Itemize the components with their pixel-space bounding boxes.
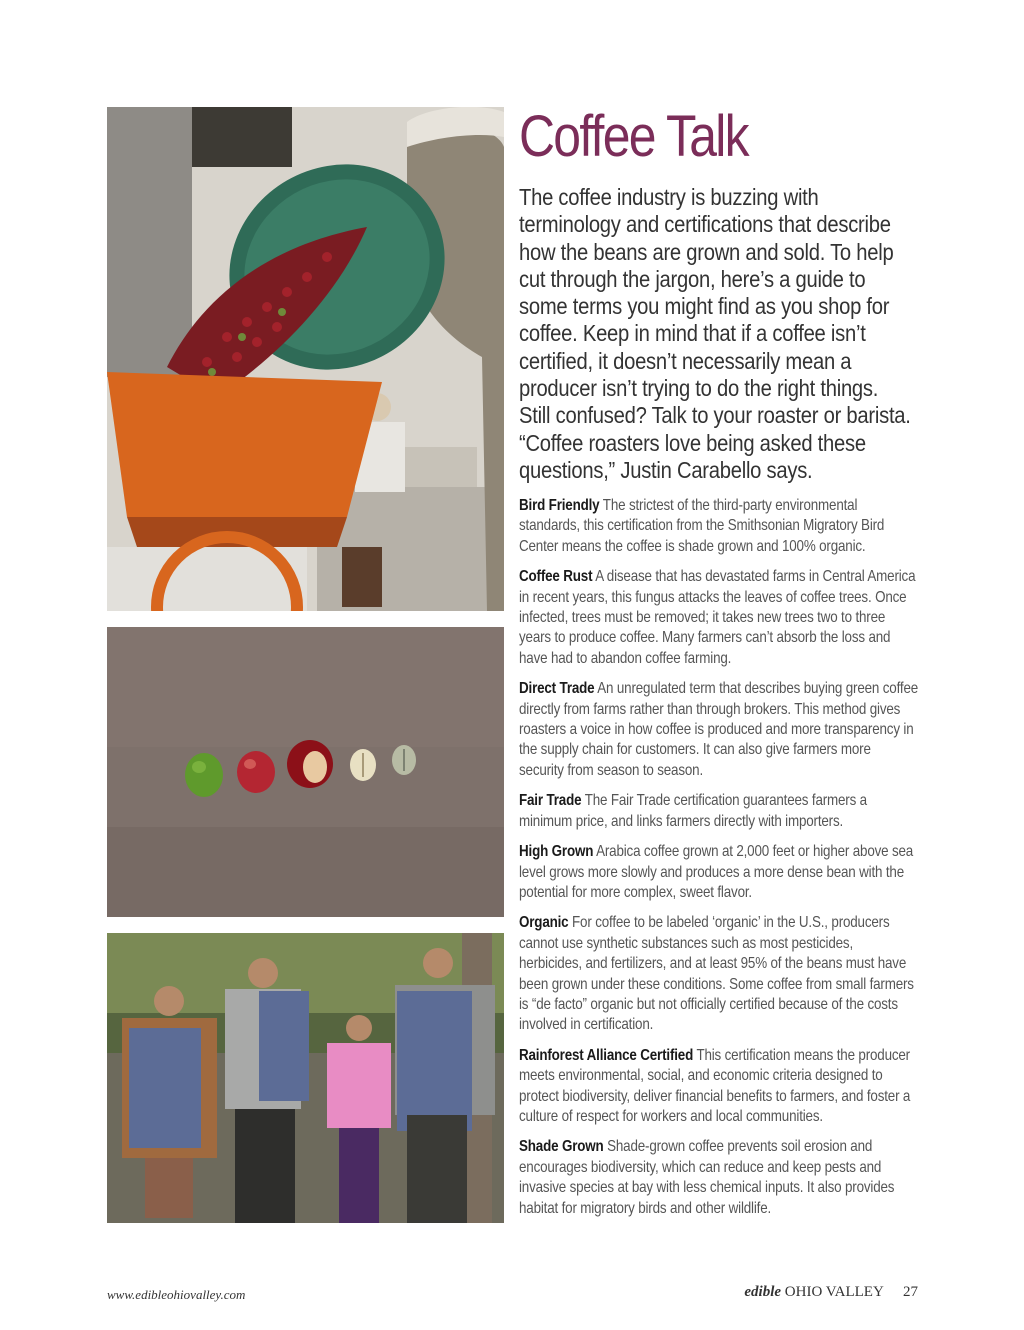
glossary-definition: Arabica coffee grown at 2,000 feet or higher above sea level grows more slowly and produces a more dense bean with the potential for more complex, sweet flavor. bbox=[519, 843, 914, 901]
page-number: 27 bbox=[903, 1284, 918, 1300]
glossary-definition: For coffee to be labeled ‘organic’ in the U.S., producers cannot use synthetic substances such as most pesticides, herbicides, and fertilizers, and at least 95% of the beans must have been grown under these conditions. Some coffee from small farmers is “de facto” organic but not officially certified because of the costs involved in certification. bbox=[519, 914, 914, 1034]
footer-website-url: www.edibleohiovalley.com bbox=[107, 1287, 246, 1302]
glossary-entry bbox=[519, 1137, 918, 1219]
glossary-definition: The Fair Trade certification guarantees farmers a minimum price, and links farmers directly with importers. bbox=[519, 792, 867, 830]
glossary-definition: This certification means the producer meets environmental, social, and economic criteria designed to protect biodiversity, deliver financial benefits to farmers, and foster a culture of respect for workers and local communities. bbox=[519, 1046, 911, 1125]
glossary-definition: A disease that has devastated farms in Central America in recent years, this fungus attacks the leaves of coffee trees. Once infected, trees must be removed; it takes new trees two to three years to produce coffee. Many farmers can’t absorb the loss and have had to abandon coffee farming. bbox=[519, 568, 916, 667]
glossary-entry bbox=[519, 496, 918, 557]
glossary-term: High Grown bbox=[519, 843, 594, 861]
glossary-term: Direct Trade bbox=[519, 680, 595, 698]
glossary-term: Coffee Rust bbox=[519, 568, 593, 586]
glossary-entry bbox=[519, 913, 918, 1035]
glossary-term: Shade Grown bbox=[519, 1138, 604, 1156]
magazine-name: OHIO VALLEY bbox=[784, 1284, 884, 1300]
magazine-prefix: edible bbox=[744, 1284, 782, 1300]
glossary-definition: The strictest of the third-party environmental standards, this certification from the Smithsonian Migratory Bird Center means the coffee is shade grown and 100% organic. bbox=[519, 497, 885, 555]
glossary bbox=[519, 496, 918, 1229]
photo-coffee-cherry-stages bbox=[107, 627, 504, 917]
photo-farmers-with-shirts bbox=[107, 933, 504, 1223]
glossary-term: Rainforest Alliance Certified bbox=[519, 1046, 694, 1064]
photo-worker-pouring-cherries bbox=[107, 107, 504, 611]
glossary-definition: An unregulated term that describes buying green coffee directly from farms rather than through brokers. This method gives roasters a voice in how coffee is produced and more transparency in the supply chain for customers. It can also give farmers more security from season to season. bbox=[519, 680, 919, 779]
footer-magazine bbox=[744, 1284, 918, 1301]
glossary-entry bbox=[519, 1046, 918, 1128]
glossary-entry bbox=[519, 842, 918, 903]
glossary-entry bbox=[519, 679, 918, 781]
glossary-term: Organic bbox=[519, 914, 569, 932]
article-title: Coffee Talk bbox=[519, 104, 748, 169]
glossary-term: Fair Trade bbox=[519, 792, 582, 810]
glossary-term: Bird Friendly bbox=[519, 497, 600, 514]
article-intro: The coffee industry is buzzing with terminology and certifications that describe how the beans are grown and sold. To help cut through the jargon, here’s a guide to some terms you might find as you shop for coffee. Keep in mind that if a coffee isn’t certified, it doesn’t necessarily mean a producer isn’t trying to do the right things. Still confused? Talk to your roaster or barista. “Coffee roasters love being asked these questions,” Justin Carabello says. bbox=[519, 184, 911, 483]
glossary-entry bbox=[519, 791, 918, 832]
glossary-definition: Shade-grown coffee prevents soil erosion and encourages biodiversity, which can reduce and keep pests and invasive species at bay with less chemical inputs. It also provides habitat for migratory birds and other wildlife. bbox=[519, 1138, 895, 1217]
glossary-entry bbox=[519, 567, 918, 669]
